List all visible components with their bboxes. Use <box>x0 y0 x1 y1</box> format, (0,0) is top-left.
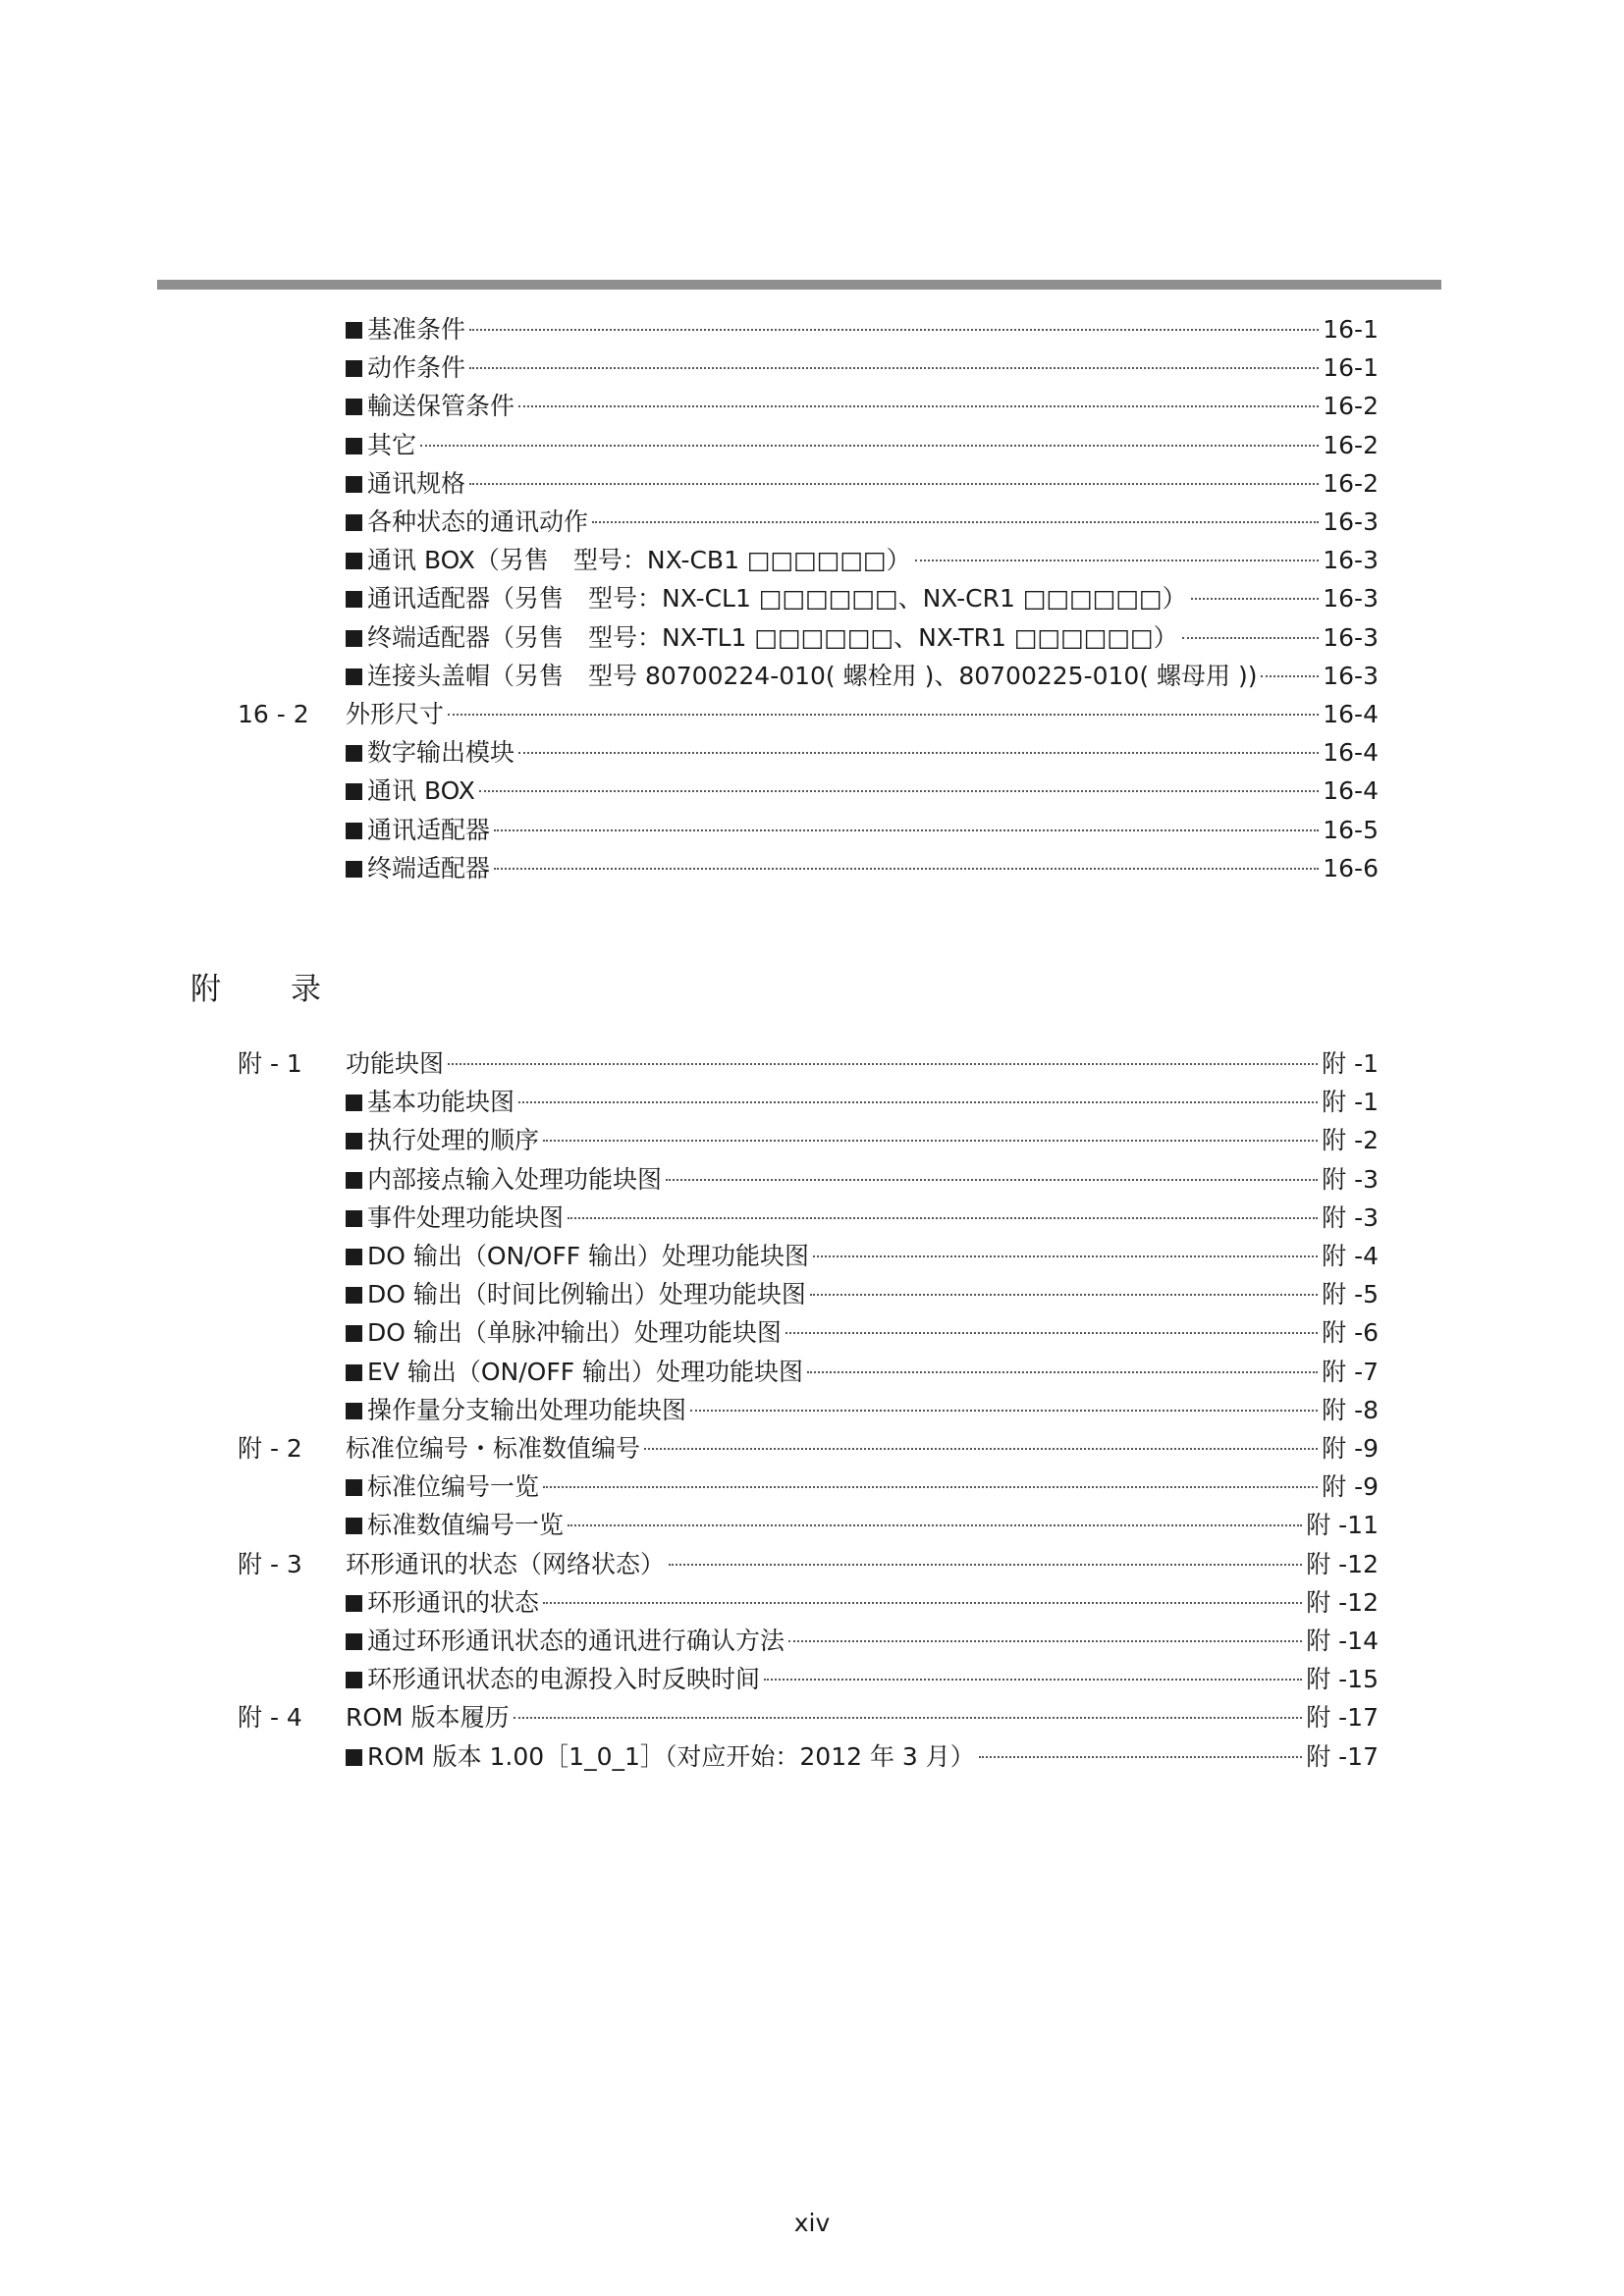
toc-entry-row[interactable] <box>0 1275 1624 1313</box>
toc-section-number: 16 - 2 <box>238 700 309 728</box>
toc-entry-row[interactable] <box>0 849 1624 887</box>
toc-entry-row[interactable] <box>0 1121 1624 1159</box>
toc-entry-row[interactable] <box>0 1237 1624 1275</box>
toc-entry <box>346 1622 1379 1660</box>
toc-entry <box>346 541 1379 579</box>
toc-title: 通讯适配器（另售 型号：NX-CL1 □□□□□□、NX-CR1 □□□□□□） <box>367 584 1187 614</box>
toc-entry <box>346 464 1379 503</box>
toc-entry-row[interactable] <box>0 1391 1624 1429</box>
square-bullet-icon <box>346 438 362 454</box>
toc-title: 基准条件 <box>367 315 466 344</box>
toc-entry-row[interactable] <box>0 348 1624 387</box>
dot-leader <box>592 521 1319 523</box>
toc-title: 动作条件 <box>367 353 466 383</box>
toc-title: 终端适配器 <box>367 853 491 882</box>
dot-leader <box>810 1294 1318 1296</box>
dot-leader <box>813 1255 1318 1257</box>
toc-section-number: 附 - 4 <box>238 1703 302 1733</box>
toc-entry <box>346 1583 1379 1622</box>
toc-page-number: 16-6 <box>1323 853 1379 882</box>
toc-entry-row[interactable] <box>0 310 1624 348</box>
toc-entry <box>346 1313 1379 1352</box>
square-bullet-icon <box>346 745 362 762</box>
toc-entry-row[interactable] <box>0 503 1624 541</box>
toc-entry-row[interactable] <box>0 1160 1624 1199</box>
toc-entry <box>346 1083 1379 1121</box>
toc-title: 环形通讯状态的电源投入时反映时间 <box>367 1665 761 1694</box>
square-bullet-icon <box>346 1172 362 1189</box>
toc-page-number: 16-1 <box>1323 315 1379 344</box>
toc-title: 外形尺寸 <box>346 700 445 728</box>
toc-entry-row[interactable] <box>0 387 1624 425</box>
dot-leader <box>469 367 1319 369</box>
toc-entry <box>346 426 1379 464</box>
toc-title: 环形通讯的状态 <box>367 1587 540 1617</box>
toc-entry <box>346 772 1379 810</box>
dot-leader <box>479 790 1319 792</box>
section-heading: 附 录 <box>190 972 341 1007</box>
dot-leader <box>979 1756 1302 1758</box>
toc-entry <box>346 1737 1379 1776</box>
toc-page-number: 附 -1 <box>1322 1049 1379 1078</box>
dot-leader <box>494 829 1319 831</box>
dot-leader <box>644 1448 1318 1450</box>
dot-leader <box>448 714 1319 716</box>
toc-page-number: 附 -8 <box>1322 1395 1379 1424</box>
toc-entry <box>346 849 1379 887</box>
toc-entry <box>346 348 1379 387</box>
toc-page-number: 附 -17 <box>1306 1703 1379 1733</box>
toc-title: 标准数值编号一览 <box>367 1511 565 1540</box>
square-bullet-icon <box>346 823 362 839</box>
square-bullet-icon <box>346 591 362 608</box>
square-bullet-icon <box>346 783 362 800</box>
toc-entry <box>346 1545 1379 1583</box>
square-bullet-icon <box>346 630 362 647</box>
toc-title: 各种状态的通讯动作 <box>367 507 589 536</box>
toc-entry <box>346 695 1379 733</box>
toc-section-row[interactable] <box>0 1698 1624 1736</box>
toc-entry-row[interactable] <box>0 1737 1624 1776</box>
toc-page-number: 16-3 <box>1323 661 1379 690</box>
toc-title: DO 输出（ON/OFF 输出）处理功能块图 <box>367 1242 810 1270</box>
toc-section-row[interactable] <box>0 695 1624 733</box>
toc-page-number: 附 -9 <box>1322 1434 1379 1463</box>
square-bullet-icon <box>346 476 362 493</box>
square-bullet-icon <box>346 1095 362 1111</box>
square-bullet-icon <box>346 1133 362 1149</box>
toc-page-number: 附 -9 <box>1322 1472 1379 1502</box>
toc-title: 通过环形通讯状态的通讯进行确认方法 <box>367 1627 785 1655</box>
toc-entry <box>346 1160 1379 1199</box>
dot-leader <box>785 1332 1318 1334</box>
square-bullet-icon <box>346 1325 362 1342</box>
dot-leader <box>494 868 1319 870</box>
toc-entry-row[interactable] <box>0 1468 1624 1506</box>
toc-page-number: 16-1 <box>1323 353 1379 383</box>
toc-page-number: 16-2 <box>1323 392 1379 421</box>
toc-entry <box>346 618 1379 657</box>
toc-entry <box>346 657 1379 695</box>
square-bullet-icon <box>346 1479 362 1496</box>
toc-entry <box>346 503 1379 541</box>
square-bullet-icon <box>346 668 362 685</box>
toc-page-number: 16-4 <box>1323 700 1379 728</box>
dot-leader <box>518 1101 1318 1103</box>
toc-page-number: 附 -15 <box>1306 1665 1379 1694</box>
toc-entry <box>346 579 1379 617</box>
toc-title: 终端适配器（另售 型号：NX-TL1 □□□□□□、NX-TR1 □□□□□□） <box>367 622 1178 652</box>
dot-leader <box>469 483 1319 485</box>
toc-title: 标准位编号一览 <box>367 1472 540 1502</box>
square-bullet-icon <box>346 1672 362 1688</box>
toc-page-number: 附 -14 <box>1306 1627 1379 1655</box>
toc-entry-row[interactable] <box>0 1660 1624 1698</box>
toc-title: 通讯规格 <box>367 468 466 498</box>
toc-page-number: 附 -3 <box>1322 1202 1379 1232</box>
toc-section-row[interactable] <box>0 1545 1624 1583</box>
toc-entry-row[interactable] <box>0 1199 1624 1237</box>
toc-entry-row[interactable] <box>0 618 1624 657</box>
toc-entry <box>346 387 1379 425</box>
dot-leader <box>788 1640 1302 1642</box>
toc-entry-row[interactable] <box>0 1583 1624 1622</box>
toc-page-number: 附 -6 <box>1322 1318 1379 1348</box>
dot-leader <box>420 445 1319 447</box>
dot-leader <box>514 1717 1303 1719</box>
dot-leader <box>568 1217 1318 1219</box>
dot-leader <box>518 405 1319 407</box>
toc-title: 其它 <box>367 430 417 459</box>
square-bullet-icon <box>346 322 362 339</box>
toc-entry <box>346 1698 1379 1736</box>
toc-title: ROM 版本 1.00［1_0_1］（对应开始：2012 年 3 月） <box>367 1741 975 1771</box>
toc-entry-row[interactable] <box>0 541 1624 579</box>
toc-entry-row[interactable] <box>0 579 1624 617</box>
toc-title: 连接头盖帽（另售 型号 80700224-010( 螺栓用 )、80700225-010( 螺母用 )) <box>367 661 1258 690</box>
square-bullet-icon <box>346 1364 362 1381</box>
toc-entry <box>346 1506 1379 1544</box>
toc-entry <box>346 1044 1379 1083</box>
toc-title: 通讯 BOX（另售 型号：NX-CB1 □□□□□□） <box>367 546 911 575</box>
toc-entry <box>346 1468 1379 1506</box>
toc-entry-row[interactable] <box>0 772 1624 810</box>
toc-title: 标准位编号・标准数值编号 <box>346 1434 641 1463</box>
toc-title: 功能块图 <box>346 1049 445 1078</box>
toc-title: EV 输出（ON/OFF 输出）处理功能块图 <box>367 1357 804 1386</box>
dot-leader <box>518 752 1319 754</box>
square-bullet-icon <box>346 1403 362 1419</box>
dot-leader <box>669 1564 1302 1566</box>
square-bullet-icon <box>346 1518 362 1534</box>
square-bullet-icon <box>346 1595 362 1612</box>
dot-leader <box>543 1602 1302 1604</box>
toc-title: 基本功能块图 <box>367 1088 515 1117</box>
toc-entry <box>346 1391 1379 1429</box>
dot-leader <box>666 1179 1318 1181</box>
toc-entry <box>346 1353 1379 1391</box>
toc-entry-row[interactable] <box>0 1622 1624 1660</box>
square-bullet-icon <box>346 1287 362 1304</box>
toc-entry <box>346 1660 1379 1698</box>
dot-leader <box>690 1410 1318 1412</box>
toc-page-number: 16-2 <box>1323 468 1379 498</box>
toc-entry-row[interactable] <box>0 1353 1624 1391</box>
square-bullet-icon <box>346 1633 362 1650</box>
toc-page-number: 附 -11 <box>1306 1511 1379 1540</box>
dot-leader <box>568 1524 1302 1526</box>
toc-page-number: 附 -12 <box>1306 1587 1379 1617</box>
dot-leader <box>448 1063 1318 1065</box>
toc-page-number: 16-3 <box>1323 507 1379 536</box>
toc-section-number: 附 - 3 <box>238 1549 302 1578</box>
toc-entry <box>346 811 1379 849</box>
dot-leader <box>543 1140 1318 1142</box>
toc-section-row[interactable] <box>0 1429 1624 1468</box>
square-bullet-icon <box>346 1749 362 1766</box>
toc-entry <box>346 1275 1379 1313</box>
toc-page-number: 附 -3 <box>1322 1164 1379 1194</box>
toc-page-number: 16-4 <box>1323 776 1379 806</box>
toc-entry-row[interactable] <box>0 733 1624 772</box>
square-bullet-icon <box>346 360 362 377</box>
toc-title: ROM 版本履历 <box>346 1703 510 1733</box>
square-bullet-icon <box>346 1210 362 1227</box>
toc-title: 内部接点输入处理功能块图 <box>367 1164 663 1194</box>
toc-title: 通讯适配器 <box>367 815 491 844</box>
toc-title: 环形通讯的状态（网络状态） <box>346 1549 666 1578</box>
toc-page-number: 附 -2 <box>1322 1126 1379 1155</box>
square-bullet-icon <box>346 1249 362 1265</box>
toc-title: 輸送保管条件 <box>367 392 515 421</box>
dot-leader <box>1182 637 1320 639</box>
toc-page-number: 附 -5 <box>1322 1280 1379 1309</box>
toc-entry <box>346 733 1379 772</box>
toc-title: 数字输出模块 <box>367 738 515 768</box>
toc-entry-row[interactable] <box>0 464 1624 503</box>
toc-section-number: 附 - 1 <box>238 1049 302 1078</box>
toc-title: 事件处理功能块图 <box>367 1202 565 1232</box>
toc-title: DO 输出（时间比例输出）处理功能块图 <box>367 1280 806 1309</box>
toc-page-number: 附 -7 <box>1322 1357 1379 1386</box>
toc-page-number: 附 -17 <box>1306 1741 1379 1771</box>
toc-page-number: 附 -12 <box>1306 1549 1379 1578</box>
dot-leader <box>543 1486 1318 1488</box>
toc-entry <box>346 1237 1379 1275</box>
dot-leader <box>1191 598 1320 600</box>
toc-page-number: 16-3 <box>1323 622 1379 652</box>
dot-leader <box>915 560 1320 561</box>
dot-leader <box>469 329 1319 331</box>
square-bullet-icon <box>346 514 362 531</box>
toc-entry-row[interactable] <box>0 1506 1624 1544</box>
toc-entry-row[interactable] <box>0 426 1624 464</box>
page-number: xiv <box>793 2209 831 2237</box>
toc-entry-row[interactable] <box>0 1083 1624 1121</box>
toc-entry-row[interactable] <box>0 811 1624 849</box>
toc-section-number: 附 - 2 <box>238 1434 302 1463</box>
square-bullet-icon <box>346 399 362 415</box>
toc-page-number: 16-3 <box>1323 546 1379 575</box>
toc-page-number: 16-2 <box>1323 430 1379 459</box>
toc-title: 执行处理的顺序 <box>367 1126 540 1155</box>
toc-title: DO 输出（单脉冲输出）处理功能块图 <box>367 1318 782 1348</box>
toc-title: 通讯 BOX <box>367 776 475 806</box>
dot-leader <box>764 1679 1302 1681</box>
square-bullet-icon <box>346 861 362 878</box>
toc-page-number: 附 -1 <box>1322 1088 1379 1117</box>
toc-entry-row[interactable] <box>0 657 1624 695</box>
toc-entry <box>346 1429 1379 1468</box>
toc-entry-row[interactable] <box>0 1313 1624 1352</box>
toc-page-number: 16-4 <box>1323 738 1379 768</box>
toc-page-number: 16-5 <box>1323 815 1379 844</box>
dot-leader <box>1261 675 1319 677</box>
toc-page-number: 附 -4 <box>1322 1242 1379 1270</box>
toc-section-row[interactable] <box>0 1044 1624 1083</box>
dot-leader <box>807 1371 1318 1373</box>
toc-page-number: 16-3 <box>1323 584 1379 614</box>
square-bullet-icon <box>346 553 362 569</box>
toc-entry <box>346 1121 1379 1159</box>
toc-title: 操作量分支输出处理功能块图 <box>367 1395 687 1424</box>
toc-entry <box>346 1199 1379 1237</box>
toc-entry <box>346 310 1379 348</box>
